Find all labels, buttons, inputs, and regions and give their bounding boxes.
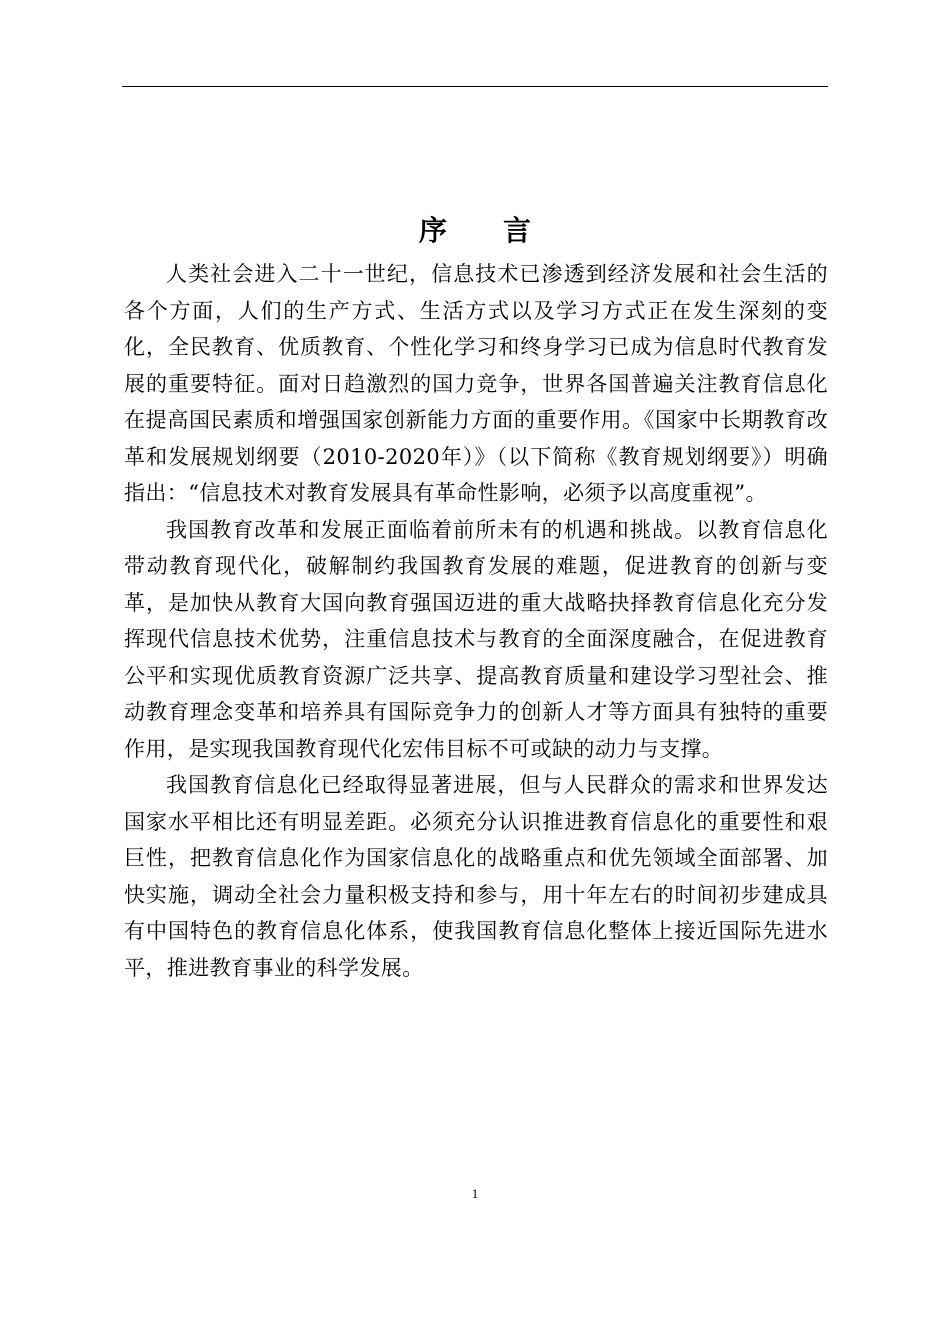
paragraph-3: 我国教育信息化已经取得显著进展，但与人民群众的需求和世界发达国家水平相比还有明显差距。必须充分认识推进教育信息化的重要性和艰巨性，把教育信息化作为国家信息化的战略重点和优先领域全面部署、加快实施，调动全社会力量积极支持和参与，用十年左右的时间初步建成具有中国特色的教育信息化体系，使我国教育信息化整体上接近国际先进水平，推进教育事业的科学发展。 [124,773,828,980]
header-rule [122,86,828,87]
paragraph-1: 人类社会进入二十一世纪，信息技术已渗透到经济发展和社会生活的各个方面，人们的生产方式、生活方式以及学习方式正在发生深刻的变化，全民教育、优质教育、个性化学习和终身学习已成为信息时代教育发展的重要特征。面对日趋激烈的国力竞争，世界各国普遍关注教育信息化在提高国民素质和增强国家创新能力方面的重要作用。《国家中长期教育改革和发展规划纲要（2010-2020年）》（以下简称《教育规划纲要》）明确指出：“信息技术对教育发展具有革命性影响，必须予以高度重视”。 [124,262,828,505]
page-title: 序言 [418,213,587,247]
body-text [124,256,828,986]
paragraph-2: 我国教育改革和发展正面临着前所未有的机遇和挑战。以教育信息化带动教育现代化，破解制约我国教育发展的难题，促进教育的创新与变革，是加快从教育大国向教育强国迈进的重大战略抉择教育信息化充分发挥现代信息技术优势，注重信息技术与教育的全面深度融合，在促进教育公平和实现优质教育资源广泛共享、提高教育质量和建设学习型社会、推动教育理念变革和培养具有国际竞争力的创新人才等方面具有独特的重要作用，是实现我国教育现代化宏伟目标不可或缺的动力与支撑。 [124,517,828,761]
page-number: 1 [471,1186,479,1201]
